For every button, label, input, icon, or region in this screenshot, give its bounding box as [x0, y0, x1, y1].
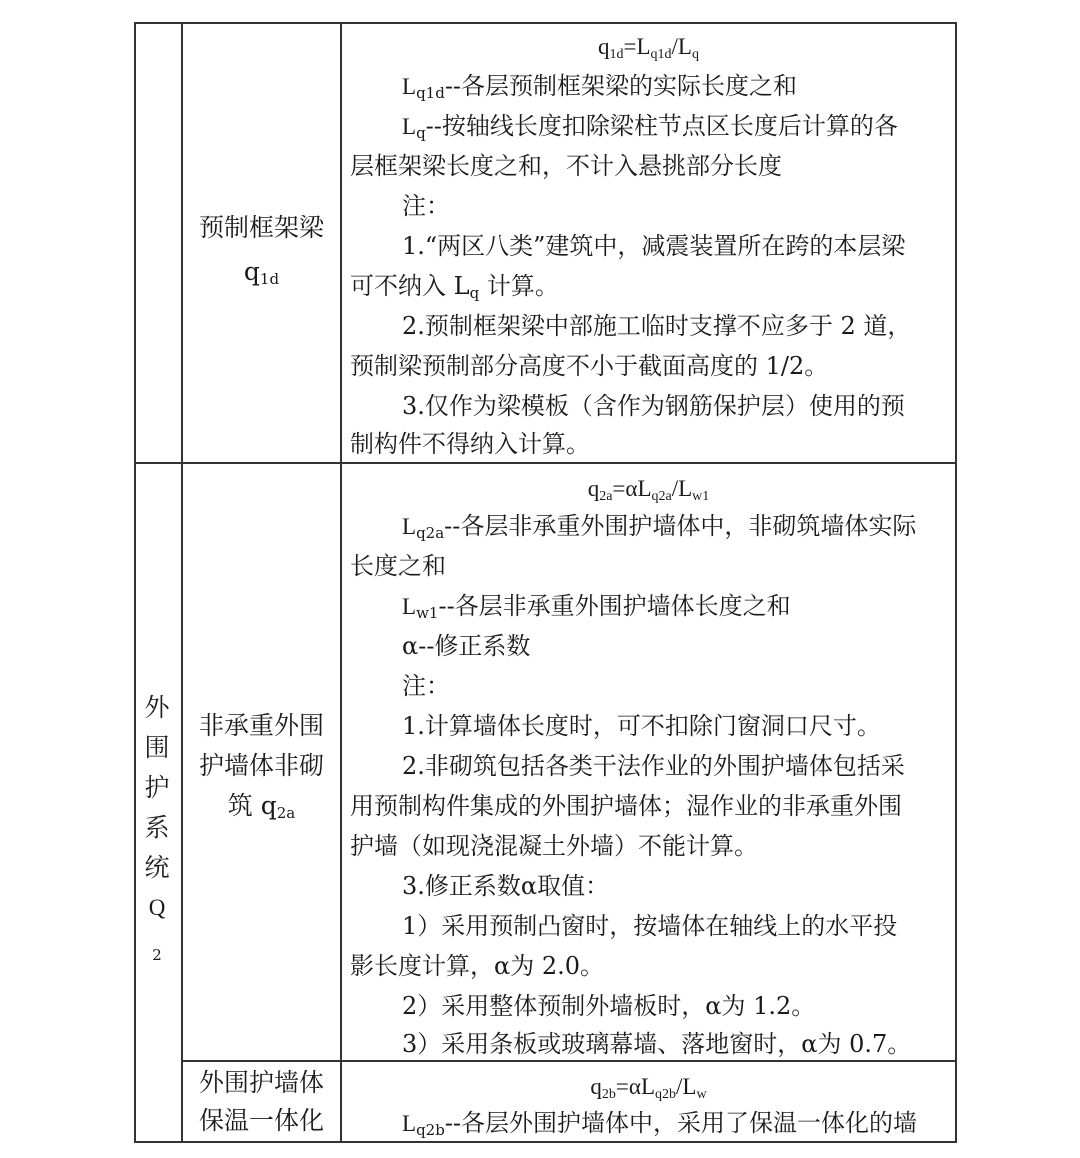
label-line: 非承重外围	[198, 711, 324, 740]
table-right-border	[955, 22, 957, 1143]
formula-q1d: $q_{1d}=L_{q1d}/L_q$	[598, 34, 699, 62]
definition-lq2a-cont: 长度之和	[350, 552, 446, 580]
definition-lq2b: $L_{q2b}--$各层外围护墙体中，采用了保温一体化的墙	[402, 1109, 918, 1139]
table-top-border	[134, 22, 957, 24]
label-insulated-wall	[183, 1064, 340, 1140]
row-divider-q1d	[134, 462, 957, 464]
label-precast-beam	[183, 206, 340, 294]
col-divider-2	[340, 22, 342, 1143]
note-3-item-2: 2）采用整体预制外墙板时，α为 1.2。	[402, 992, 816, 1020]
definition-lq1d: $L_{q1d}--$各层预制框架梁的实际长度之和	[402, 72, 798, 102]
note-title: 注：	[402, 192, 450, 220]
note-3-title: 3.修正系数α取值：	[402, 872, 610, 900]
group-label-enclosure-system: 外 围 护 系 统 Q $_2$	[144, 693, 170, 964]
definition-lq-cont: 层框架梁长度之和，不计入悬挑部分长度	[350, 152, 782, 180]
note-3-line-1: 3.仅作为梁模板（含作为钢筋保护层）使用的预	[402, 392, 905, 420]
table-bottom-border	[134, 1141, 957, 1143]
formula-q2a: $q_{2a}=\alpha L_{q2a}/L_{w1}$	[587, 476, 710, 504]
col-divider-1	[181, 22, 183, 1143]
note-title: 注：	[402, 672, 450, 700]
row-divider-q2a	[181, 1060, 957, 1062]
label-symbol: 筑 $q_{2a}$	[227, 791, 296, 822]
note-1-line-2: 可不纳入 $L_q$ 计算。	[350, 272, 559, 302]
note-3-item-1-line-2: 影长度计算，α为 2.0。	[350, 952, 605, 980]
note-2-line-3: 护墙（如现浇混凝土外墙）不能计算。	[350, 832, 758, 860]
definition-alpha: α--修正系数	[402, 632, 531, 660]
note-2-line-2: 预制梁预制部分高度不小于截面高度的 1/2。	[350, 352, 829, 380]
formula-q2b: $q_{2b}=\alpha L_{q2b}/L_w$	[590, 1074, 707, 1102]
label-non-masonry-wall	[183, 706, 340, 826]
note-3-item-1-line-1: 1）采用预制凸窗时，按墙体在轴线上的水平投	[402, 912, 898, 940]
table-left-border	[134, 22, 136, 1143]
note-3-item-3: 3）采用条板或玻璃幕墙、落地窗时，α为 0.7。	[402, 1030, 912, 1058]
note-2-line-2: 用预制构件集成的外围护墙体；湿作业的非承重外围	[350, 792, 902, 820]
label-line: 护墙体非砌	[198, 751, 324, 780]
note-1: 1.计算墙体长度时，可不扣除门窗洞口尺寸。	[402, 712, 881, 740]
definition-lq2a: $L_{q2a}--$各层非承重外围护墙体中，非砌筑墙体实际	[402, 512, 917, 542]
note-2-line-1: 2.非砌筑包括各类干法作业的外围护墙体包括采	[402, 752, 905, 780]
definition-lq: $L_q--$按轴线长度扣除梁柱节点区长度后计算的各	[402, 112, 898, 142]
label-line: 外围护墙体	[198, 1068, 324, 1097]
label-line: 预制框架梁	[198, 213, 324, 242]
label-line: 保温一体化	[198, 1106, 324, 1135]
definition-lw1: $L_{w1}--$各层非承重外围护墙体长度之和	[402, 592, 791, 622]
note-1-line-1: 1.“两区八类”建筑中，减震装置所在跨的本层梁	[402, 232, 906, 260]
note-2-line-1: 2.预制框架梁中部施工临时支撑不应多于 2 道，	[402, 312, 912, 340]
note-3-line-2: 制构件不得纳入计算。	[350, 430, 590, 458]
label-symbol: $q_{1d}$	[243, 257, 280, 288]
